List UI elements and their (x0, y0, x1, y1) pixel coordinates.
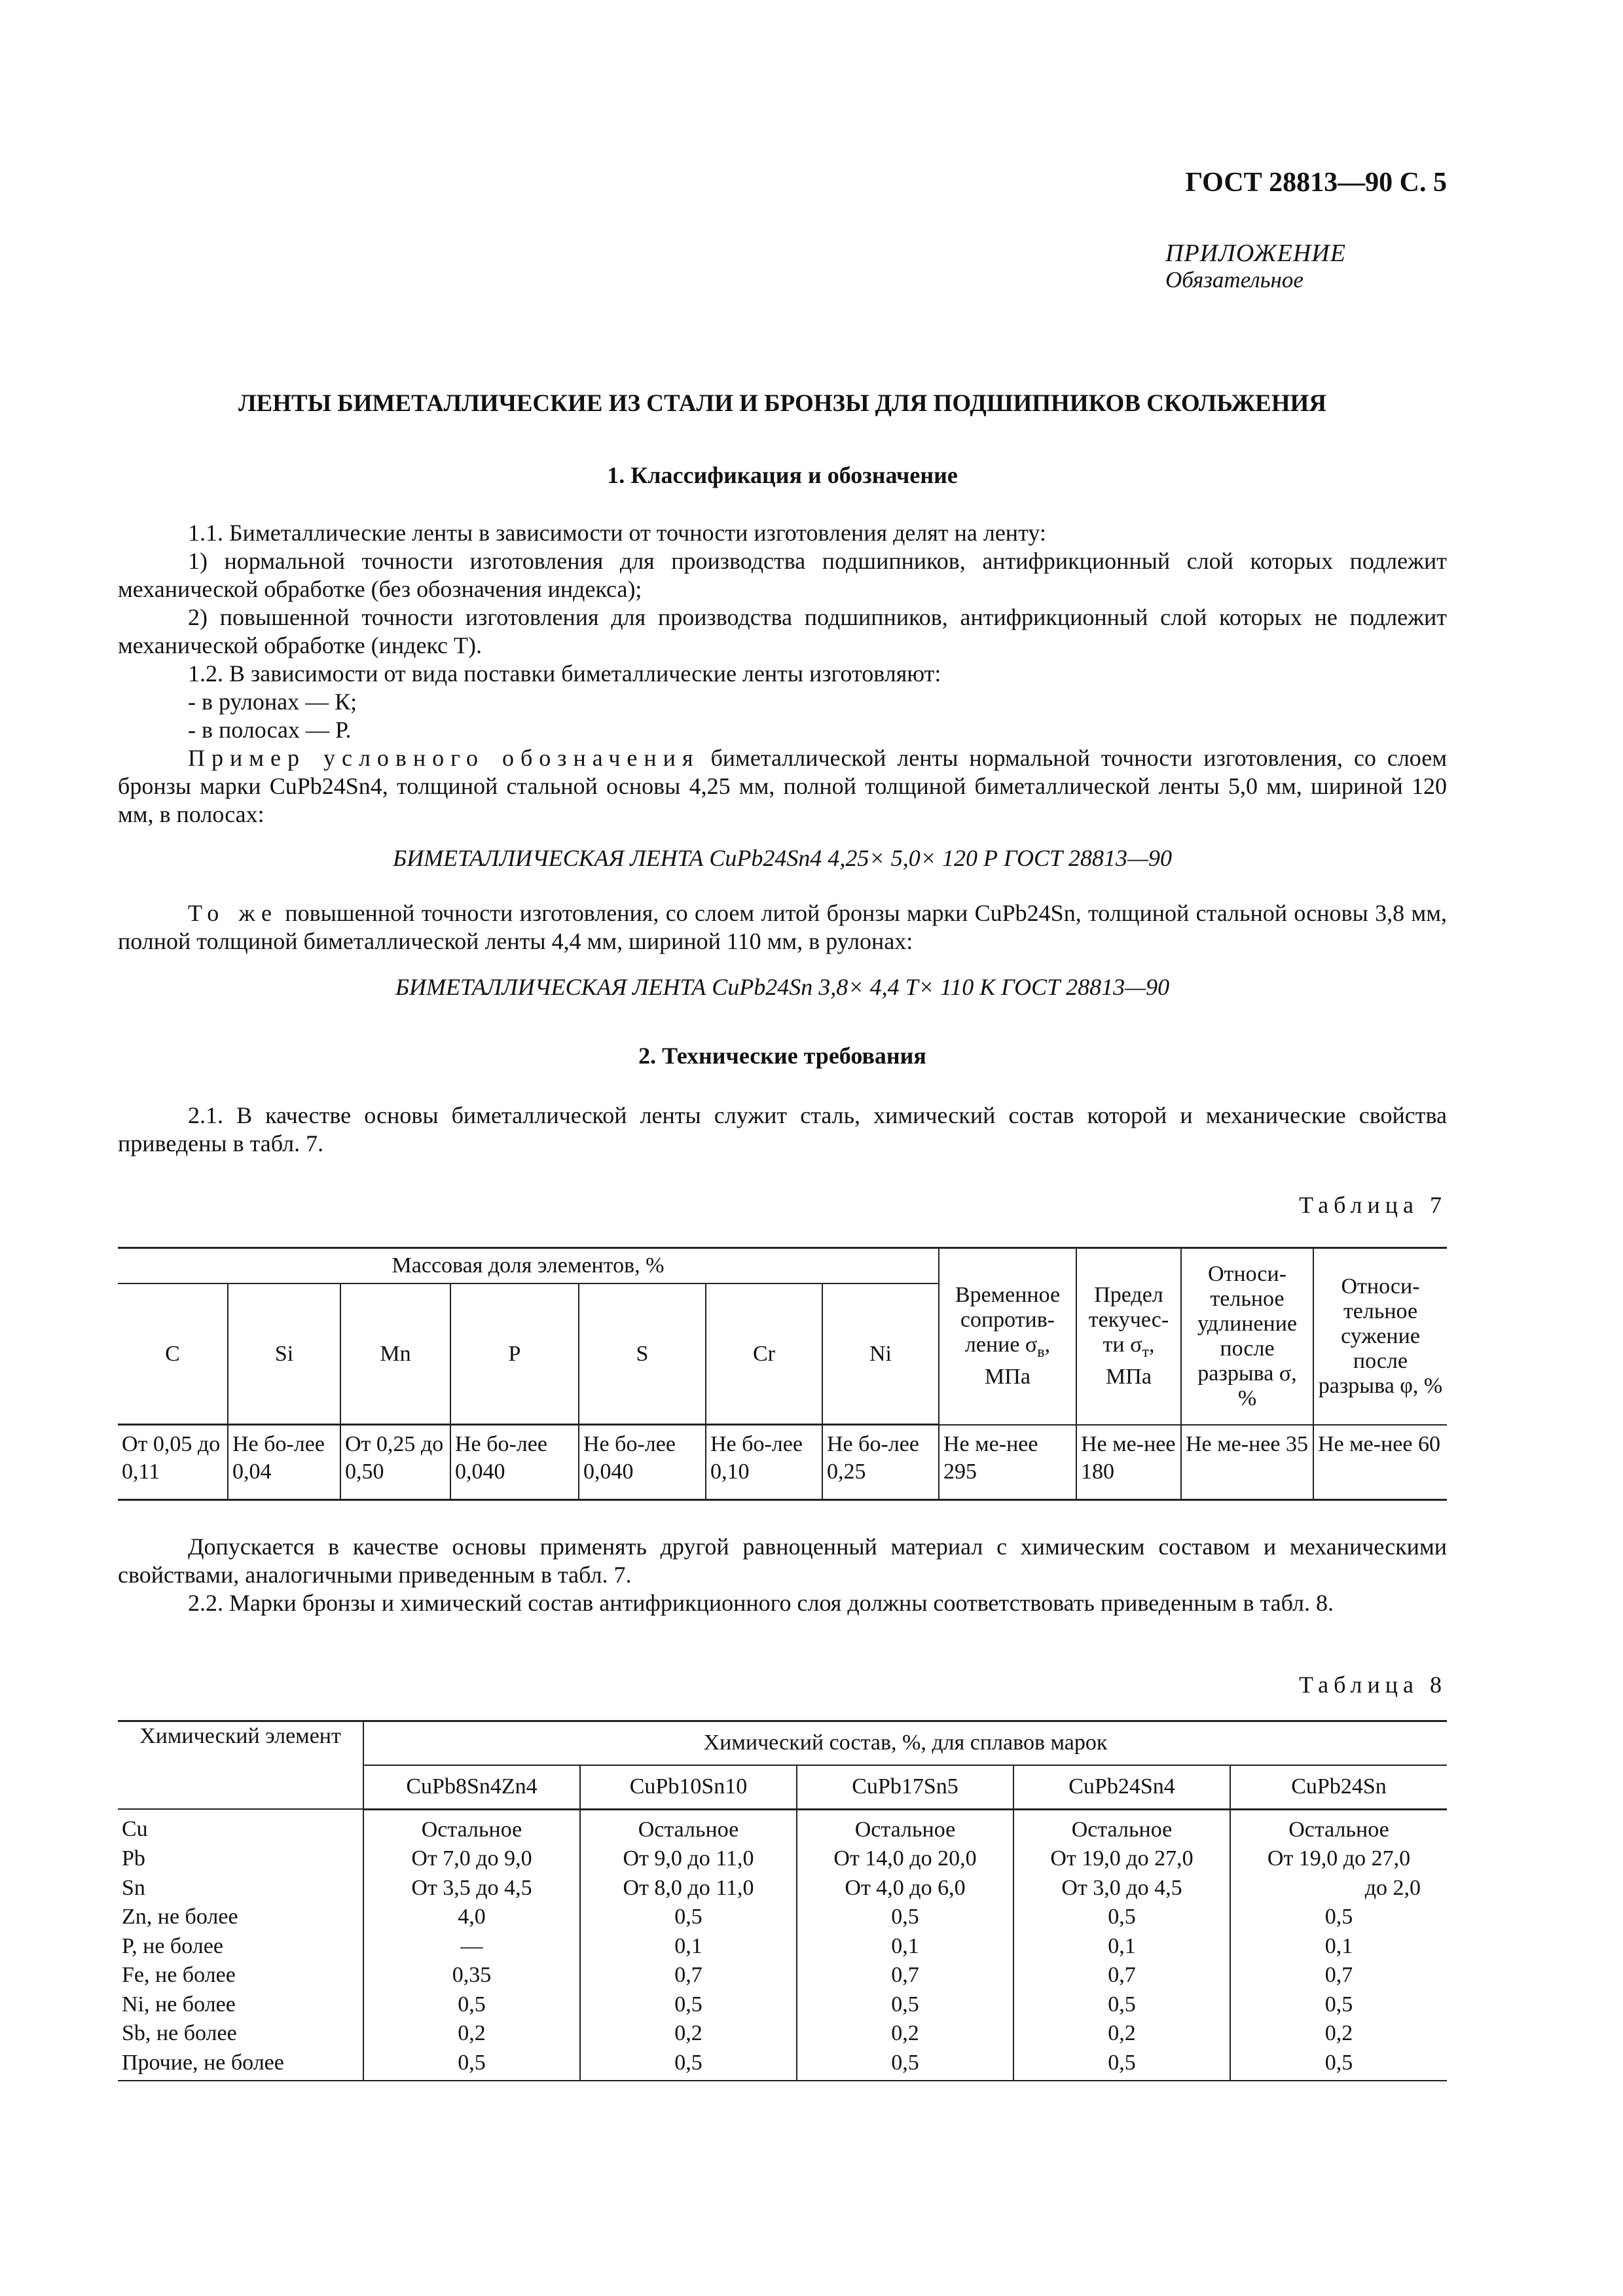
table-8-value-cell: 0,1 (1230, 1932, 1447, 1962)
table-8-caption: Таблица 8 (1299, 1672, 1447, 1698)
list-item-rolls: - в рулонах — К; (188, 689, 357, 715)
table-row (118, 1990, 1447, 2020)
table-8-value-cell: 4,0 (363, 1903, 580, 1932)
section-2-heading: 2. Технические требования (638, 1043, 926, 1069)
table-8-value-cell: 0,5 (580, 1903, 797, 1932)
table-8-value-cell: 0,5 (363, 1990, 580, 2020)
appendix-status: Обязательное (1165, 267, 1304, 293)
table-8-value-cell: 0,2 (797, 2019, 1013, 2049)
table-8-element-cell: P, не более (118, 1932, 363, 1962)
table-8 (118, 1720, 1447, 2081)
table-7-narrowing-header: Относи-тельное сужение после разрыва φ, % (1313, 1248, 1447, 1425)
table-8-value-cell: 0,5 (1013, 1990, 1230, 2020)
table-7-group-header: Массовая доля элементов, % (118, 1248, 939, 1284)
table-7-cell: Не бо-лее 0,04 (228, 1425, 340, 1500)
table-8-value-cell: От 3,0 до 4,5 (1013, 1874, 1230, 1903)
table-8-value-cell: От 7,0 до 9,0 (363, 1844, 580, 1874)
table-8-element-cell: Zn, не более (118, 1903, 363, 1932)
table-8-value-cell: 0,2 (1230, 2019, 1447, 2049)
table-row (118, 2019, 1447, 2049)
table-7-header-c: C (118, 1283, 228, 1425)
table-7-caption: Таблица 7 (1299, 1192, 1447, 1218)
table-7-cell: Не бо-лее 0,10 (706, 1425, 822, 1500)
appendix-label: ПРИЛОЖЕНИЕ (1165, 240, 1346, 267)
example-paragraph (118, 744, 1447, 829)
table-8-element-cell: Fe, не более (118, 1961, 363, 1990)
table-8-element-header: Химический элемент (118, 1721, 363, 1810)
table-8-value-cell: От 8,0 до 11,0 (580, 1874, 797, 1903)
table-8-value-cell: 0,2 (1013, 2019, 1230, 2049)
table-7-header-s: S (579, 1283, 706, 1425)
table-8-value-cell: 0,5 (1230, 2049, 1447, 2081)
table-7-elongation-header: Относи-тельное удлинение после разрыва σ, % (1181, 1248, 1313, 1425)
paragraph-1-1-2: 2) повышенной точности изготовления для производства подшипников, антифрикционный слой которых не подлежит механической обработке (индекс Т). (118, 604, 1447, 658)
table-8-value-cell: 0,1 (1013, 1932, 1230, 1962)
list-item-strips: - в полосах — Р. (188, 717, 352, 743)
table-row (118, 1961, 1447, 1990)
table-8-value-cell: От 19,0 до 27,0 (1013, 1844, 1230, 1874)
table-7-cell: Не ме-нее 295 (939, 1425, 1076, 1500)
table-row (118, 1874, 1447, 1903)
table-8-value-cell: От 3,5 до 4,5 (363, 1874, 580, 1903)
document-title: ЛЕНТЫ БИМЕТАЛЛИЧЕСКИЕ ИЗ СТАЛИ И БРОНЗЫ ДЛЯ ПОДШИПНИКОВ СКОЛЬЖЕНИЯ (238, 390, 1327, 417)
table-7-header-ni: Ni (822, 1283, 939, 1425)
table-8-element-cell: Pb (118, 1844, 363, 1874)
same-paragraph (118, 899, 1447, 956)
table-7-cell: Не бо-лее 0,040 (450, 1425, 579, 1500)
paragraph-2-1: 2.1. В качестве основы биметаллической ленты служит сталь, химический состав которой и механические свойства приведены в табл. 7. (118, 1102, 1447, 1157)
table-8-group-header: Химический состав, %, для сплавов марок (363, 1721, 1447, 1765)
paragraph-1-1: 1.1. Биметаллические ленты в зависимости от точности изготовления делят на ленту: (188, 520, 1046, 546)
table-row (118, 1809, 1447, 1844)
paragraph-2-2: 2.2. Марки бронзы и химический состав антифрикционного слоя должны соответствовать приведенным в табл. 8. (188, 1590, 1334, 1616)
table-8-grade-header: CuPb10Sn10 (580, 1765, 797, 1809)
table-8-value-cell: 0,5 (580, 1990, 797, 2020)
table-8-element-cell: Sb, не более (118, 2019, 363, 2049)
table-8-value-cell: Остальное (1230, 1809, 1447, 1844)
table-8-value-cell: 0,7 (1013, 1961, 1230, 1990)
table-row (118, 1903, 1447, 1932)
table-8-value-cell: 0,7 (797, 1961, 1013, 1990)
table-7-cell: Не бо-лее 0,040 (579, 1425, 706, 1500)
example-label: Пример условного обозначения (188, 745, 700, 771)
table-8-value-cell: 0,7 (1230, 1961, 1447, 1990)
example-text: биметаллической ленты нормальной точности изготовления, со слоем бронзы марки CuPb24Sn4, толщиной стальной основы 4,25 мм, полной толщиной биметаллической ленты 5,0 мм, шириной 120 мм, в полосах: (118, 745, 1448, 827)
table-8-value-cell: до 2,0 (1230, 1874, 1447, 1903)
table-7-cell: Не ме-нее 180 (1076, 1425, 1181, 1500)
same-label: То же (188, 900, 279, 926)
table-8-value-cell: От 4,0 до 6,0 (797, 1874, 1013, 1903)
tensile-subscript: в (1037, 1344, 1045, 1361)
tensile-unit: , МПа (985, 1333, 1051, 1390)
yield-text: Предел текучес-ти σ (1088, 1283, 1169, 1357)
table-7-header-cr: Cr (706, 1283, 822, 1425)
table-7-yield-header (1076, 1248, 1181, 1425)
table-8-value-cell: 0,2 (363, 2019, 580, 2049)
table-8-value-cell: 0,5 (797, 2049, 1013, 2081)
table-8-value-cell: От 14,0 до 20,0 (797, 1844, 1013, 1874)
table-8-body (118, 1809, 1447, 2081)
yield-unit: , МПа (1106, 1333, 1155, 1390)
document-page (118, 0, 1447, 2296)
table-8-grade-header: CuPb24Sn4 (1013, 1765, 1230, 1809)
table-8-value-cell: 0,5 (1013, 1903, 1230, 1932)
note-after-table-7: Допускается в качестве основы применять другой равноценный материал с химическим составом и механическими свойствами, аналогичными приведенным в табл. 7. (118, 1534, 1447, 1588)
table-8-value-cell: Остальное (363, 1809, 580, 1844)
paragraph-1-1-1: 1) нормальной точности изготовления для производства подшипников, антифрикционный слой которых подлежит механической обработке (без обозначения индекса); (118, 548, 1447, 602)
table-8-grade-header: CuPb8Sn4Zn4 (363, 1765, 580, 1809)
same-text: повышенной точности изготовления, со слоем литой бронзы марки CuPb24Sn, толщиной стальной основы 3,8 мм, полной толщиной биметаллической ленты 4,4 мм, шириной 110 мм, в рулонах: (118, 900, 1448, 954)
table-8-value-cell: Остальное (1013, 1809, 1230, 1844)
table-8-value-cell: 0,5 (797, 1990, 1013, 2020)
table-8-value-cell: 0,5 (363, 2049, 580, 2081)
table-8-element-cell: Cu (118, 1809, 363, 1844)
table-8-grade-header: CuPb24Sn (1230, 1765, 1447, 1809)
yield-subscript: т (1142, 1344, 1149, 1361)
table-8-value-cell: 0,7 (580, 1961, 797, 1990)
table-8-value-cell: 0,35 (363, 1961, 580, 1990)
section-1-heading: 1. Классификация и обозначение (607, 462, 958, 488)
table-7-cell: Не ме-нее 60 (1313, 1425, 1447, 1500)
table-8-value-cell: — (363, 1932, 580, 1962)
table-7-header-p: P (450, 1283, 579, 1425)
paragraph-1-2: 1.2. В зависимости от вида поставки биметаллические ленты изготовляют: (188, 660, 941, 687)
table-7-header-si: Si (228, 1283, 340, 1425)
table-7-cell: От 0,25 до 0,50 (340, 1425, 450, 1500)
designation-example-2: БИМЕТАЛЛИЧЕСКАЯ ЛЕНТА CuPb24Sn 3,8× 4,4 Т× 110 К ГОСТ 28813—90 (395, 974, 1170, 1000)
table-8-value-cell: 0,1 (797, 1932, 1013, 1962)
table-row (118, 1932, 1447, 1962)
table-7-cell: Не ме-нее 35 (1181, 1425, 1313, 1500)
designation-example-1: БИМЕТАЛЛИЧЕСКАЯ ЛЕНТА CuPb24Sn4 4,25× 5,0× 120 Р ГОСТ 28813—90 (392, 845, 1173, 871)
table-7-tensile-header (939, 1248, 1076, 1425)
table-7-cell: Не бо-лее 0,25 (822, 1425, 939, 1500)
table-8-value-cell: Остальное (797, 1809, 1013, 1844)
table-8-element-cell: Sn (118, 1874, 363, 1903)
gost-page-number: ГОСТ 28813—90 С. 5 (1185, 168, 1447, 198)
table-8-value-cell: 0,5 (580, 2049, 797, 2081)
table-row (118, 1844, 1447, 1874)
table-8-value-cell: 0,5 (797, 1903, 1013, 1932)
tensile-text: Временное сопротив-ление σ (955, 1283, 1061, 1357)
table-row (118, 2049, 1447, 2081)
table-7-header-mn: Mn (340, 1283, 450, 1425)
table-8-value-cell: 0,5 (1230, 1990, 1447, 2020)
table-8-grade-header: CuPb17Sn5 (797, 1765, 1013, 1809)
table-8-value-cell: 0,5 (1013, 2049, 1230, 2081)
table-8-value-cell: 0,5 (1230, 1903, 1447, 1932)
table-7-cell: От 0,05 до 0,11 (118, 1425, 228, 1500)
table-8-element-cell: Прочие, не более (118, 2049, 363, 2081)
table-8-value-cell: 0,1 (580, 1932, 797, 1962)
table-8-value-cell: Остальное (580, 1809, 797, 1844)
table-7 (118, 1247, 1447, 1501)
table-8-value-cell: От 9,0 до 11,0 (580, 1844, 797, 1874)
table-8-value-cell: От 19,0 до 27,0 (1230, 1844, 1447, 1874)
table-8-element-cell: Ni, не более (118, 1990, 363, 2020)
table-8-value-cell: 0,2 (580, 2019, 797, 2049)
